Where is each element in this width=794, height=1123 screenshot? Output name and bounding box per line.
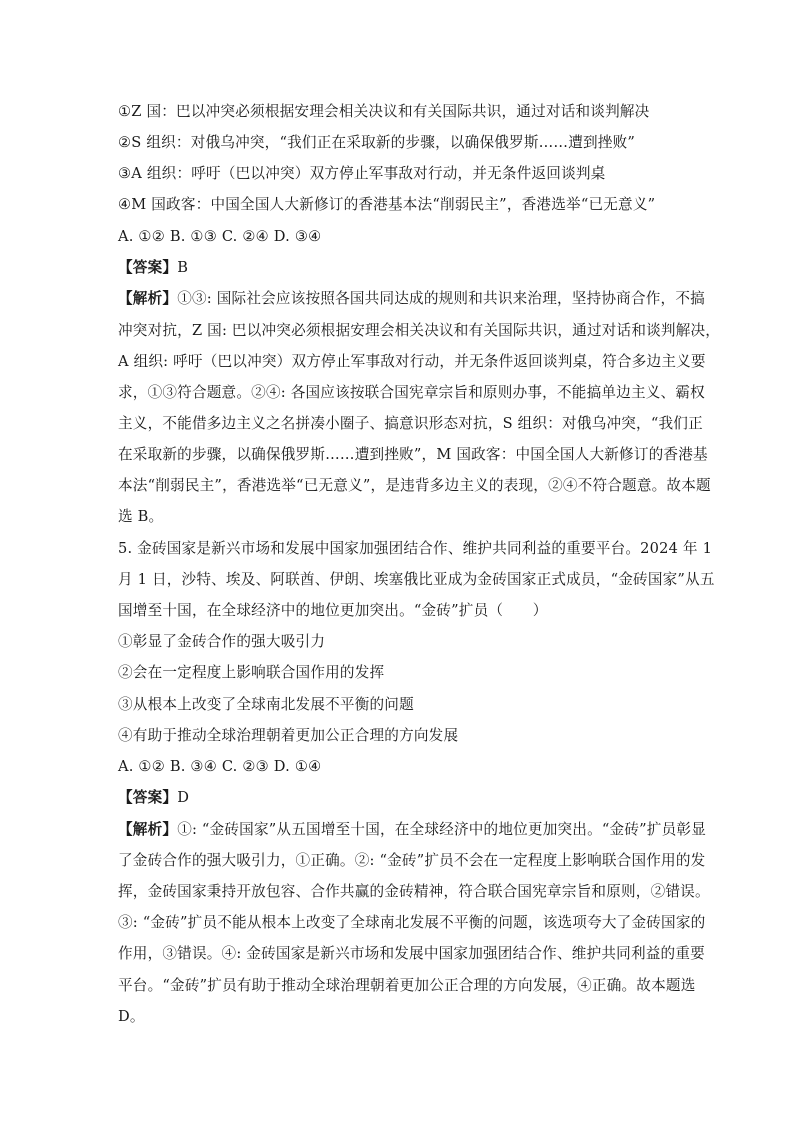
q4-analysis-line: 本法“削弱民主”，香港选举“已无意义”，是违背多边主义的表现，②④不符合题意。故本题 (118, 477, 711, 494)
analysis-text: ①③: 国际社会应该按照各国共同达成的规则和共识来治理，坚持协商合作，不搞 (177, 290, 705, 307)
analysis-text: ①: “金砖国家”从五国增至十国，在全球经济中的地位更加突出。“金砖”扩员彰显 (177, 821, 706, 838)
q4-option-1: ①Z 国：巴以冲突必须根据安理会相关决议和有关国际共识，通过对话和谈判解决 (118, 103, 650, 120)
q5-option-4: ④有助于推动全球治理朝着更加公正合理的方向发展 (118, 727, 459, 744)
q4-choices: A. ①② B. ①③ C. ②④ D. ③④ (118, 228, 322, 245)
q5-stem-line: 国增至十国，在全球经济中的地位更加突出。“金砖”扩员（ ） (118, 602, 548, 619)
q4-analysis-line: 求，①③符合题意。②④: 各国应该按联合国宪章宗旨和原则办事，不能搞单边主义、霸权 (118, 384, 705, 401)
q5-stem-line: 5. 金砖国家是新兴市场和发展中国家加强团结合作、维护共同利益的重要平台。2024 年 1 (118, 540, 713, 557)
q5-answer (118, 788, 678, 808)
q5-option-1: ①彰显了金砖合作的强大吸引力 (118, 633, 326, 650)
answer-tag: 【答案】 (118, 789, 178, 806)
q5-analysis-line: 挥，金砖国家秉持开放包容、合作共赢的金砖精神，符合联合国宪章宗旨和原则，②错误。 (118, 883, 710, 900)
q4-analysis-line (118, 289, 705, 309)
q4-analysis-line: 在采取新的步骤，以确保俄罗斯……遭到挫败”，M 国政客：中国全国人大新修订的香港基 (118, 446, 708, 463)
q5-analysis-line: D。 (118, 1008, 145, 1025)
q5-stem-line: 月 1 日，沙特、埃及、阿联酋、伊朗、埃塞俄比亚成为金砖国家正式成员，“金砖国家”从五 (118, 571, 715, 588)
answer-value: B (177, 259, 189, 276)
q4-option-3: ③A 组织：呼吁（巴以冲突）双方停止军事敌对行动，并无条件返回谈判桌 (118, 165, 606, 182)
q5-analysis-line: ③: “金砖”扩员不能从根本上改变了全球南北发展不平衡的问题，该选项夸大了金砖国家的 (118, 914, 706, 931)
q4-analysis-line: A 组织: 呼吁（巴以冲突）双方停止军事敌对行动，并无条件返回谈判桌，符合多边主义要 (118, 353, 706, 370)
analysis-tag: 【解析】 (118, 821, 178, 838)
q5-analysis-line: 了金砖合作的强大吸引力，①正确。②: “金砖”扩员不会在一定程度上影响联合国作用的发 (118, 852, 706, 869)
q5-analysis-line (118, 820, 706, 840)
q5-analysis-line: 平台。“金砖”扩员有助于推动全球治理朝着更加公正合理的方向发展，④正确。故本题选 (118, 977, 696, 994)
q4-option-2: ②S 组织：对俄乌冲突，“我们正在采取新的步骤，以确保俄罗斯……遭到挫败” (118, 134, 636, 151)
q5-option-3: ③从根本上改变了全球南北发展不平衡的问题 (118, 696, 414, 713)
q5-analysis-line: 作用，③错误。④: 金砖国家是新兴市场和发展中国家加强团结合作、维护共同利益的重要 (118, 945, 705, 962)
q4-analysis-line: 冲突对抗，Z 国: 巴以冲突必须根据安理会相关决议和有关国际共识，通过对话和谈判解决， (118, 322, 721, 339)
answer-tag: 【答案】 (118, 259, 178, 276)
q5-option-2: ②会在一定程度上影响联合国作用的发挥 (118, 664, 385, 681)
answer-value: D (177, 789, 190, 806)
q4-option-4: ④M 国政客：中国全国人大新修订的香港基本法“削弱民主”，香港选举“已无意义” (118, 196, 656, 213)
q4-analysis-line: 主义，不能借多边主义之名拼凑小圈子、搞意识形态对抗，S 组织：对俄乌冲突，“我们正 (118, 415, 703, 432)
q5-choices: A. ①② B. ③④ C. ②③ D. ①④ (118, 758, 322, 775)
q4-analysis-line: 选 B。 (118, 508, 164, 525)
q4-answer (118, 258, 678, 278)
analysis-tag: 【解析】 (118, 290, 178, 307)
